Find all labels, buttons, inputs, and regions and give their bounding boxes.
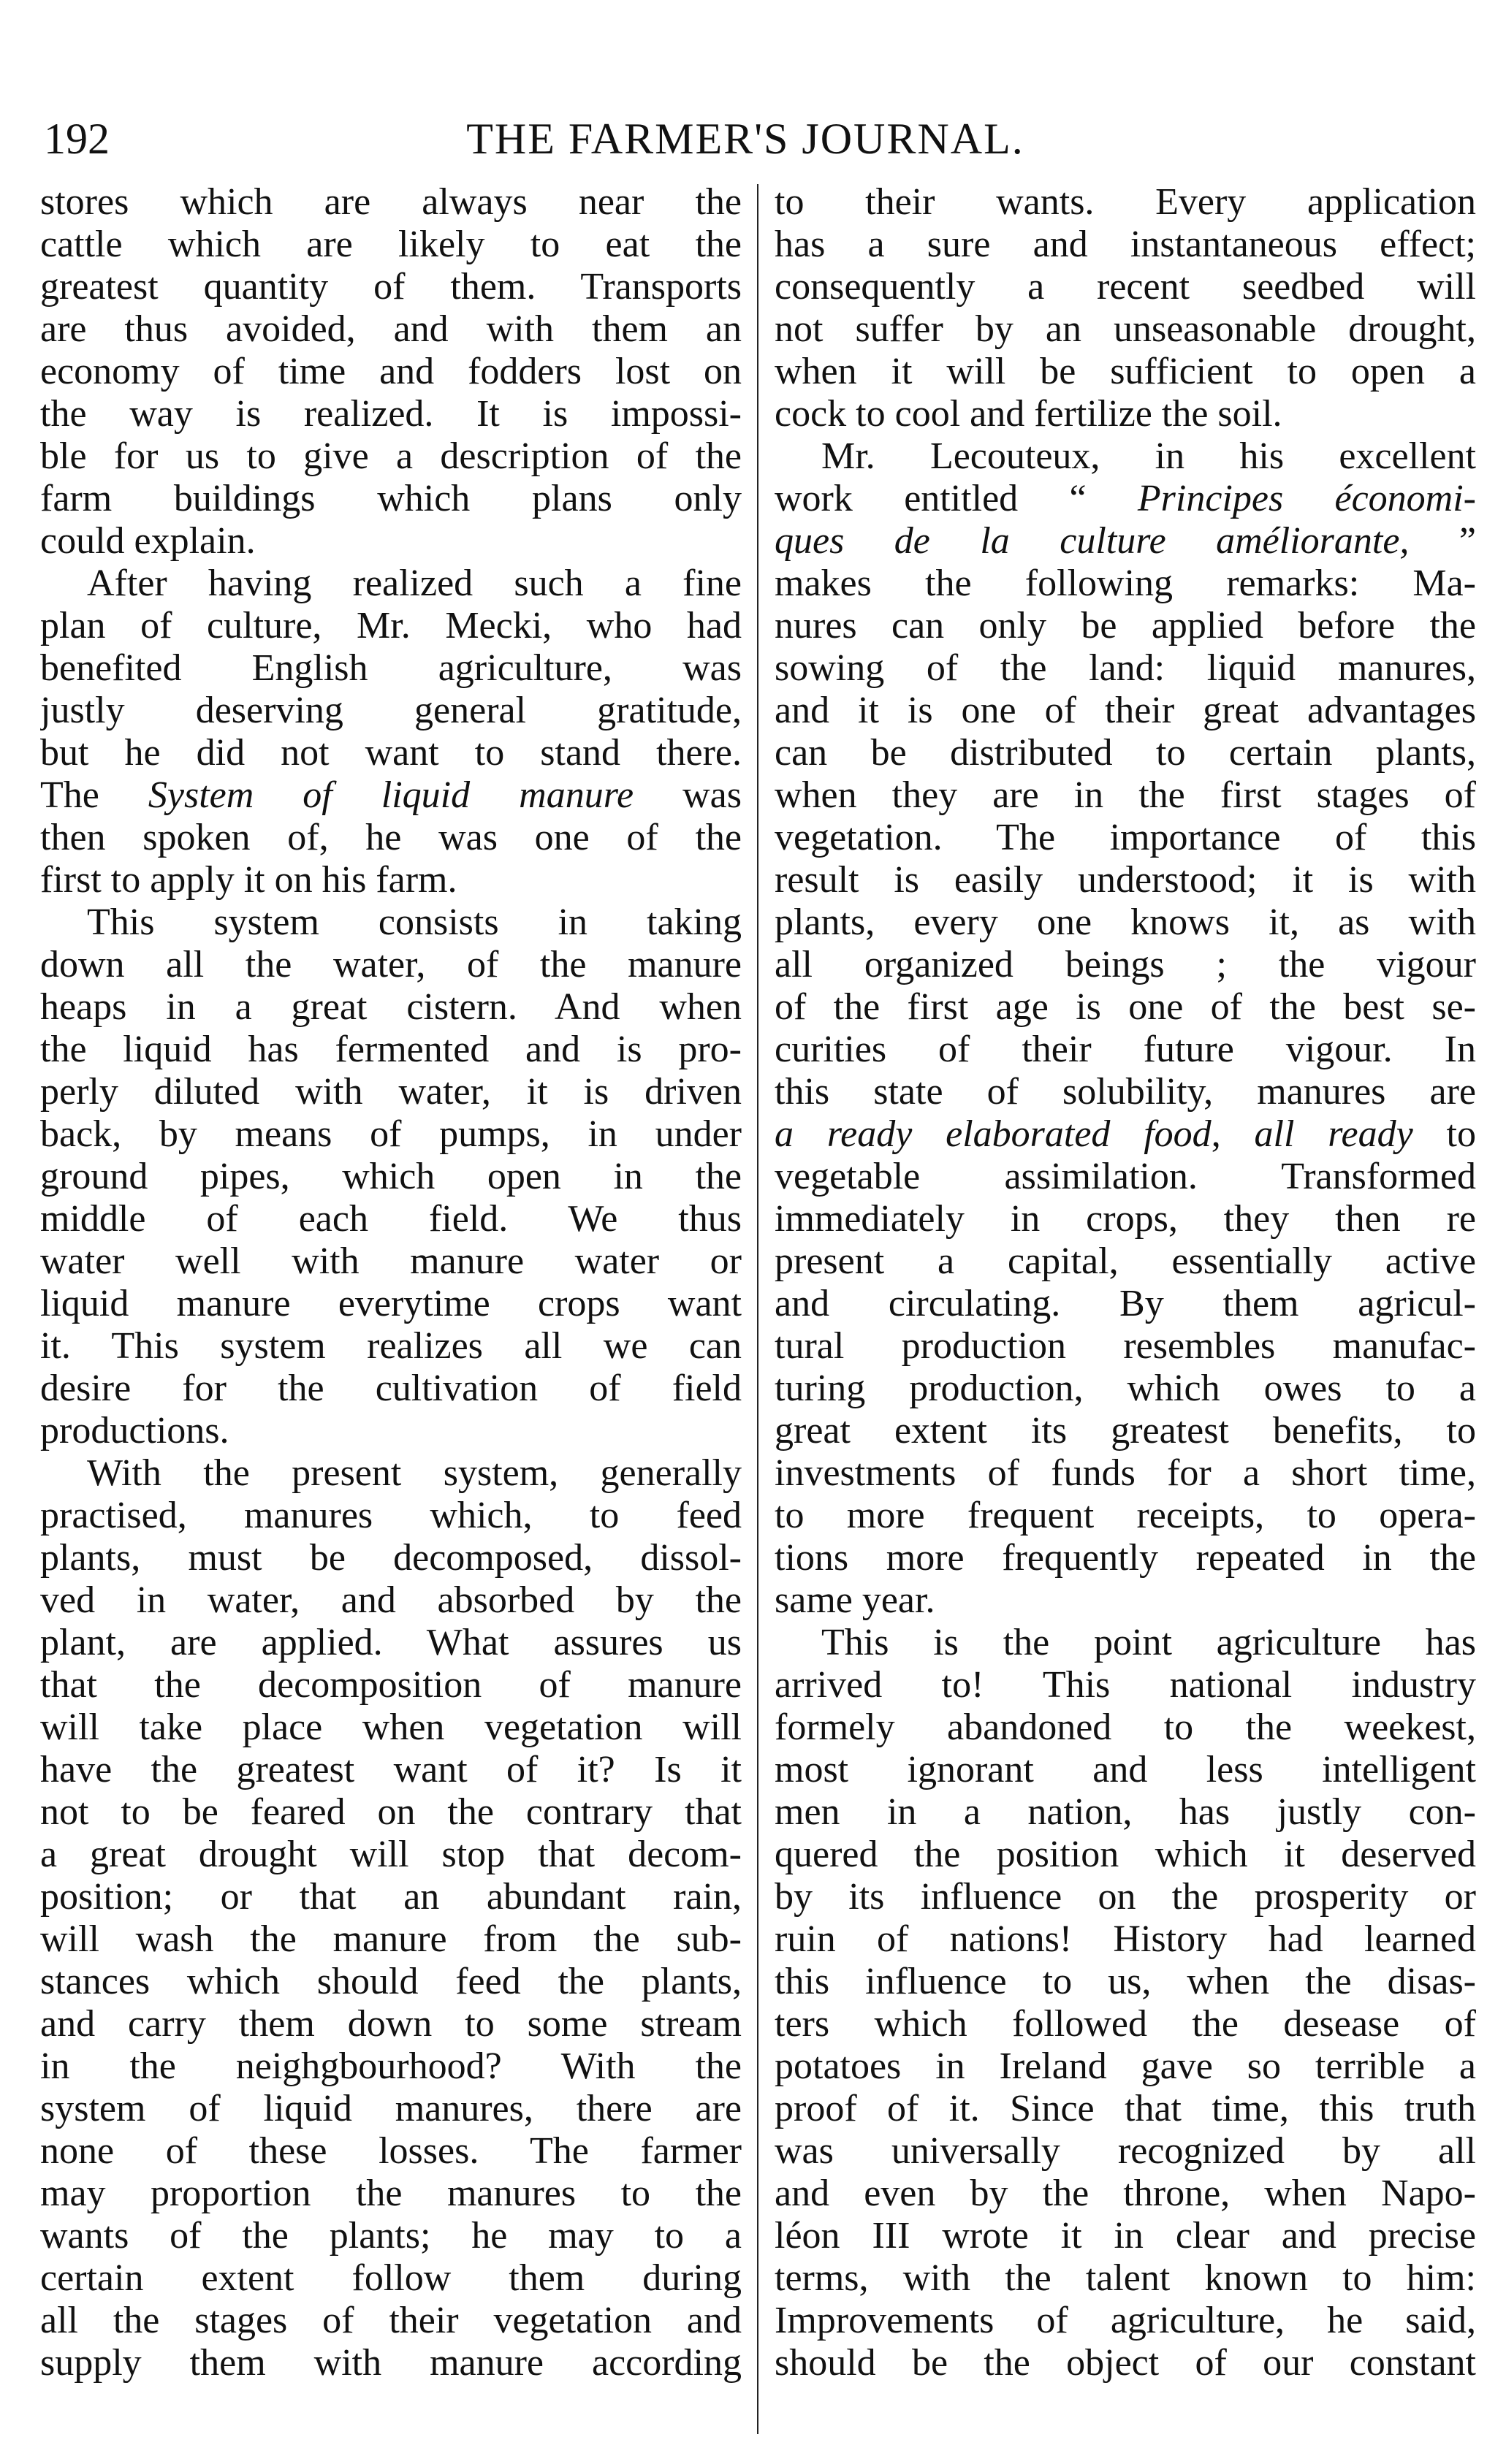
left-column-line: that the decomposition of manure (40, 1664, 742, 1706)
left-column-line: This system consists in taking (87, 901, 742, 943)
left-column-line: The System of liquid manure was (40, 774, 742, 816)
right-column-line: nures can only be applied before the (775, 605, 1476, 646)
right-column-line: all organized beings ; the vigour (775, 944, 1476, 985)
right-column-line: great extent its greatest benefits, to (775, 1410, 1476, 1452)
left-column-line: in the neighgbourhood? With the (40, 2045, 742, 2087)
left-column-line: will wash the manure from the sub- (40, 1918, 742, 1960)
right-column-line: this state of solubility, manures are (775, 1071, 1476, 1113)
left-column-line: productions. (40, 1410, 229, 1452)
right-column-line: ruin of nations! History had learned (775, 1918, 1476, 1960)
page-number: 192 (44, 115, 110, 163)
left-column-line: ble for us to give a description of the (40, 435, 742, 477)
right-column-line: has a sure and instantaneous effect; (775, 224, 1476, 265)
right-column-line: quered the position which it deserved (775, 1834, 1476, 1875)
page-header (44, 110, 1447, 168)
left-text-column (40, 181, 742, 2431)
left-column-line: then spoken of, he was one of the (40, 817, 742, 858)
column-divider (757, 184, 758, 2434)
left-column-line: it. This system realizes all we can (40, 1325, 742, 1367)
left-column-line: After having realized such a fine (87, 562, 742, 604)
left-column-line: greatest quantity of them. Transports (40, 266, 742, 308)
left-column-line: not to be feared on the contrary that (40, 1791, 742, 1833)
left-column-line: desire for the cultivation of field (40, 1368, 742, 1409)
right-column-line: should be the object of our constant (775, 2342, 1476, 2384)
right-column-line: can be distributed to certain plants, (775, 732, 1476, 774)
running-title: THE FARMER'S JOURNAL. (466, 115, 1024, 163)
right-column-line: and even by the throne, when Napo- (775, 2173, 1476, 2214)
right-column-line: This is the point agriculture has (821, 1622, 1476, 1663)
right-column-line: ques de la culture améliorante, ” (775, 520, 1476, 562)
right-column-line: present a capital, essentially active (775, 1240, 1476, 1282)
left-column-line: certain extent follow them during (40, 2257, 742, 2299)
right-column-line: cock to cool and fertilize the soil. (775, 393, 1282, 435)
right-column-line: tural production resembles manufac- (775, 1325, 1476, 1367)
right-column-line: immediately in crops, they then re (775, 1198, 1476, 1240)
left-column-line: back, by means of pumps, in under (40, 1113, 742, 1155)
left-column-line: the way is realized. It is impossi- (40, 393, 742, 435)
right-column-line: vegetable assimilation. Transformed (775, 1156, 1476, 1197)
left-column-line: cattle which are likely to eat the (40, 224, 742, 265)
right-column-line: not suffer by an unseasonable drought, (775, 308, 1476, 350)
left-column-line: position; or that an abundant rain, (40, 1876, 742, 1918)
left-column-line: will take place when vegetation will (40, 1706, 742, 1748)
right-column-line: terms, with the talent known to him: (775, 2257, 1476, 2299)
left-column-line: farm buildings which plans only (40, 478, 742, 519)
right-column-line: and it is one of their great advantages (775, 690, 1476, 731)
right-column-line: potatoes in Ireland gave so terrible a (775, 2045, 1476, 2087)
left-column-line: ground pipes, which open in the (40, 1156, 742, 1197)
right-column-line: when they are in the first stages of (775, 774, 1476, 816)
right-column-line: to more frequent receipts, to opera- (775, 1495, 1476, 1536)
right-column-line: vegetation. The importance of this (775, 817, 1476, 858)
right-text-column (775, 181, 1476, 2431)
left-column-line: supply them with manure according (40, 2342, 742, 2384)
right-column-line: arrived to! This national industry (775, 1664, 1476, 1706)
right-column-line: proof of it. Since that time, this truth (775, 2088, 1476, 2129)
left-column-line: stores which are always near the (40, 181, 742, 223)
left-column-line: the liquid has fermented and is pro- (40, 1029, 742, 1070)
left-column-line: down all the water, of the manure (40, 944, 742, 985)
right-column-line: most ignorant and less intelligent (775, 1749, 1476, 1790)
right-column-line: plants, every one knows it, as with (775, 901, 1476, 943)
left-column-line: and carry them down to some stream (40, 2003, 742, 2045)
left-column-line: water well with manure water or (40, 1240, 742, 1282)
right-column-line: Improvements of agriculture, he said, (775, 2300, 1476, 2341)
right-column-line: tions more frequently repeated in the (775, 1537, 1476, 1579)
left-column-line: have the greatest want of it? Is it (40, 1749, 742, 1790)
left-column-line: liquid manure everytime crops want (40, 1283, 742, 1324)
left-column-line: a great drought will stop that decom- (40, 1834, 742, 1875)
right-column-line: and circulating. By them agricul- (775, 1283, 1476, 1324)
right-column-line: was universally recognized by all (775, 2130, 1476, 2172)
right-column-line: result is easily understood; it is with (775, 859, 1476, 901)
right-column-line: work entitled “ Principes économi- (775, 478, 1476, 519)
left-column-line: benefited English agriculture, was (40, 647, 742, 689)
right-column-line: formely abandoned to the weekest, (775, 1706, 1476, 1748)
left-column-line: justly deserving general gratitude, (40, 690, 742, 731)
left-column-line: wants of the plants; he may to a (40, 2215, 742, 2257)
left-column-line: middle of each field. We thus (40, 1198, 742, 1240)
right-column-line: of the first age is one of the best se- (775, 986, 1476, 1028)
left-column-line: could explain. (40, 520, 256, 562)
left-column-line: first to apply it on his farm. (40, 859, 457, 901)
right-column-line: léon III wrote it in clear and precise (775, 2215, 1476, 2257)
right-column-line: to their wants. Every application (775, 181, 1476, 223)
left-column-line: perly diluted with water, it is driven (40, 1071, 742, 1113)
left-column-line: economy of time and fodders lost on (40, 351, 742, 392)
right-column-line: investments of funds for a short time, (775, 1452, 1476, 1494)
left-column-line: heaps in a great cistern. And when (40, 986, 742, 1028)
right-column-line: turing production, which owes to a (775, 1368, 1476, 1409)
left-column-line: plant, are applied. What assures us (40, 1622, 742, 1663)
right-column-line: Mr. Lecouteux, in his excellent (821, 435, 1476, 477)
right-column-line: sowing of the land: liquid manures, (775, 647, 1476, 689)
right-column-line: by its influence on the prosperity or (775, 1876, 1476, 1918)
right-column-line: makes the following remarks: Ma- (775, 562, 1476, 604)
left-column-line: all the stages of their vegetation and (40, 2300, 742, 2341)
left-column-line: practised, manures which, to feed (40, 1495, 742, 1536)
right-column-line: when it will be sufficient to open a (775, 351, 1476, 392)
left-column-line: plants, must be decomposed, dissol- (40, 1537, 742, 1579)
left-column-line: none of these losses. The farmer (40, 2130, 742, 2172)
left-column-line: are thus avoided, and with them an (40, 308, 742, 350)
left-column-line: With the present system, generally (87, 1452, 742, 1494)
left-column-line: plan of culture, Mr. Mecki, who had (40, 605, 742, 646)
right-column-line: a ready elaborated food, all ready to (775, 1113, 1476, 1155)
left-column-line: but he did not want to stand there. (40, 732, 742, 774)
left-column-line: stances which should feed the plants, (40, 1961, 742, 2002)
right-column-line: same year. (775, 1579, 935, 1621)
right-column-line: this influence to us, when the disas- (775, 1961, 1476, 2002)
right-column-line: curities of their future vigour. In (775, 1029, 1476, 1070)
right-column-line: consequently a recent seedbed will (775, 266, 1476, 308)
left-column-line: system of liquid manures, there are (40, 2088, 742, 2129)
left-column-line: may proportion the manures to the (40, 2173, 742, 2214)
left-column-line: ved in water, and absorbed by the (40, 1579, 742, 1621)
right-column-line: ters which followed the desease of (775, 2003, 1476, 2045)
right-column-line: men in a nation, has justly con- (775, 1791, 1476, 1833)
